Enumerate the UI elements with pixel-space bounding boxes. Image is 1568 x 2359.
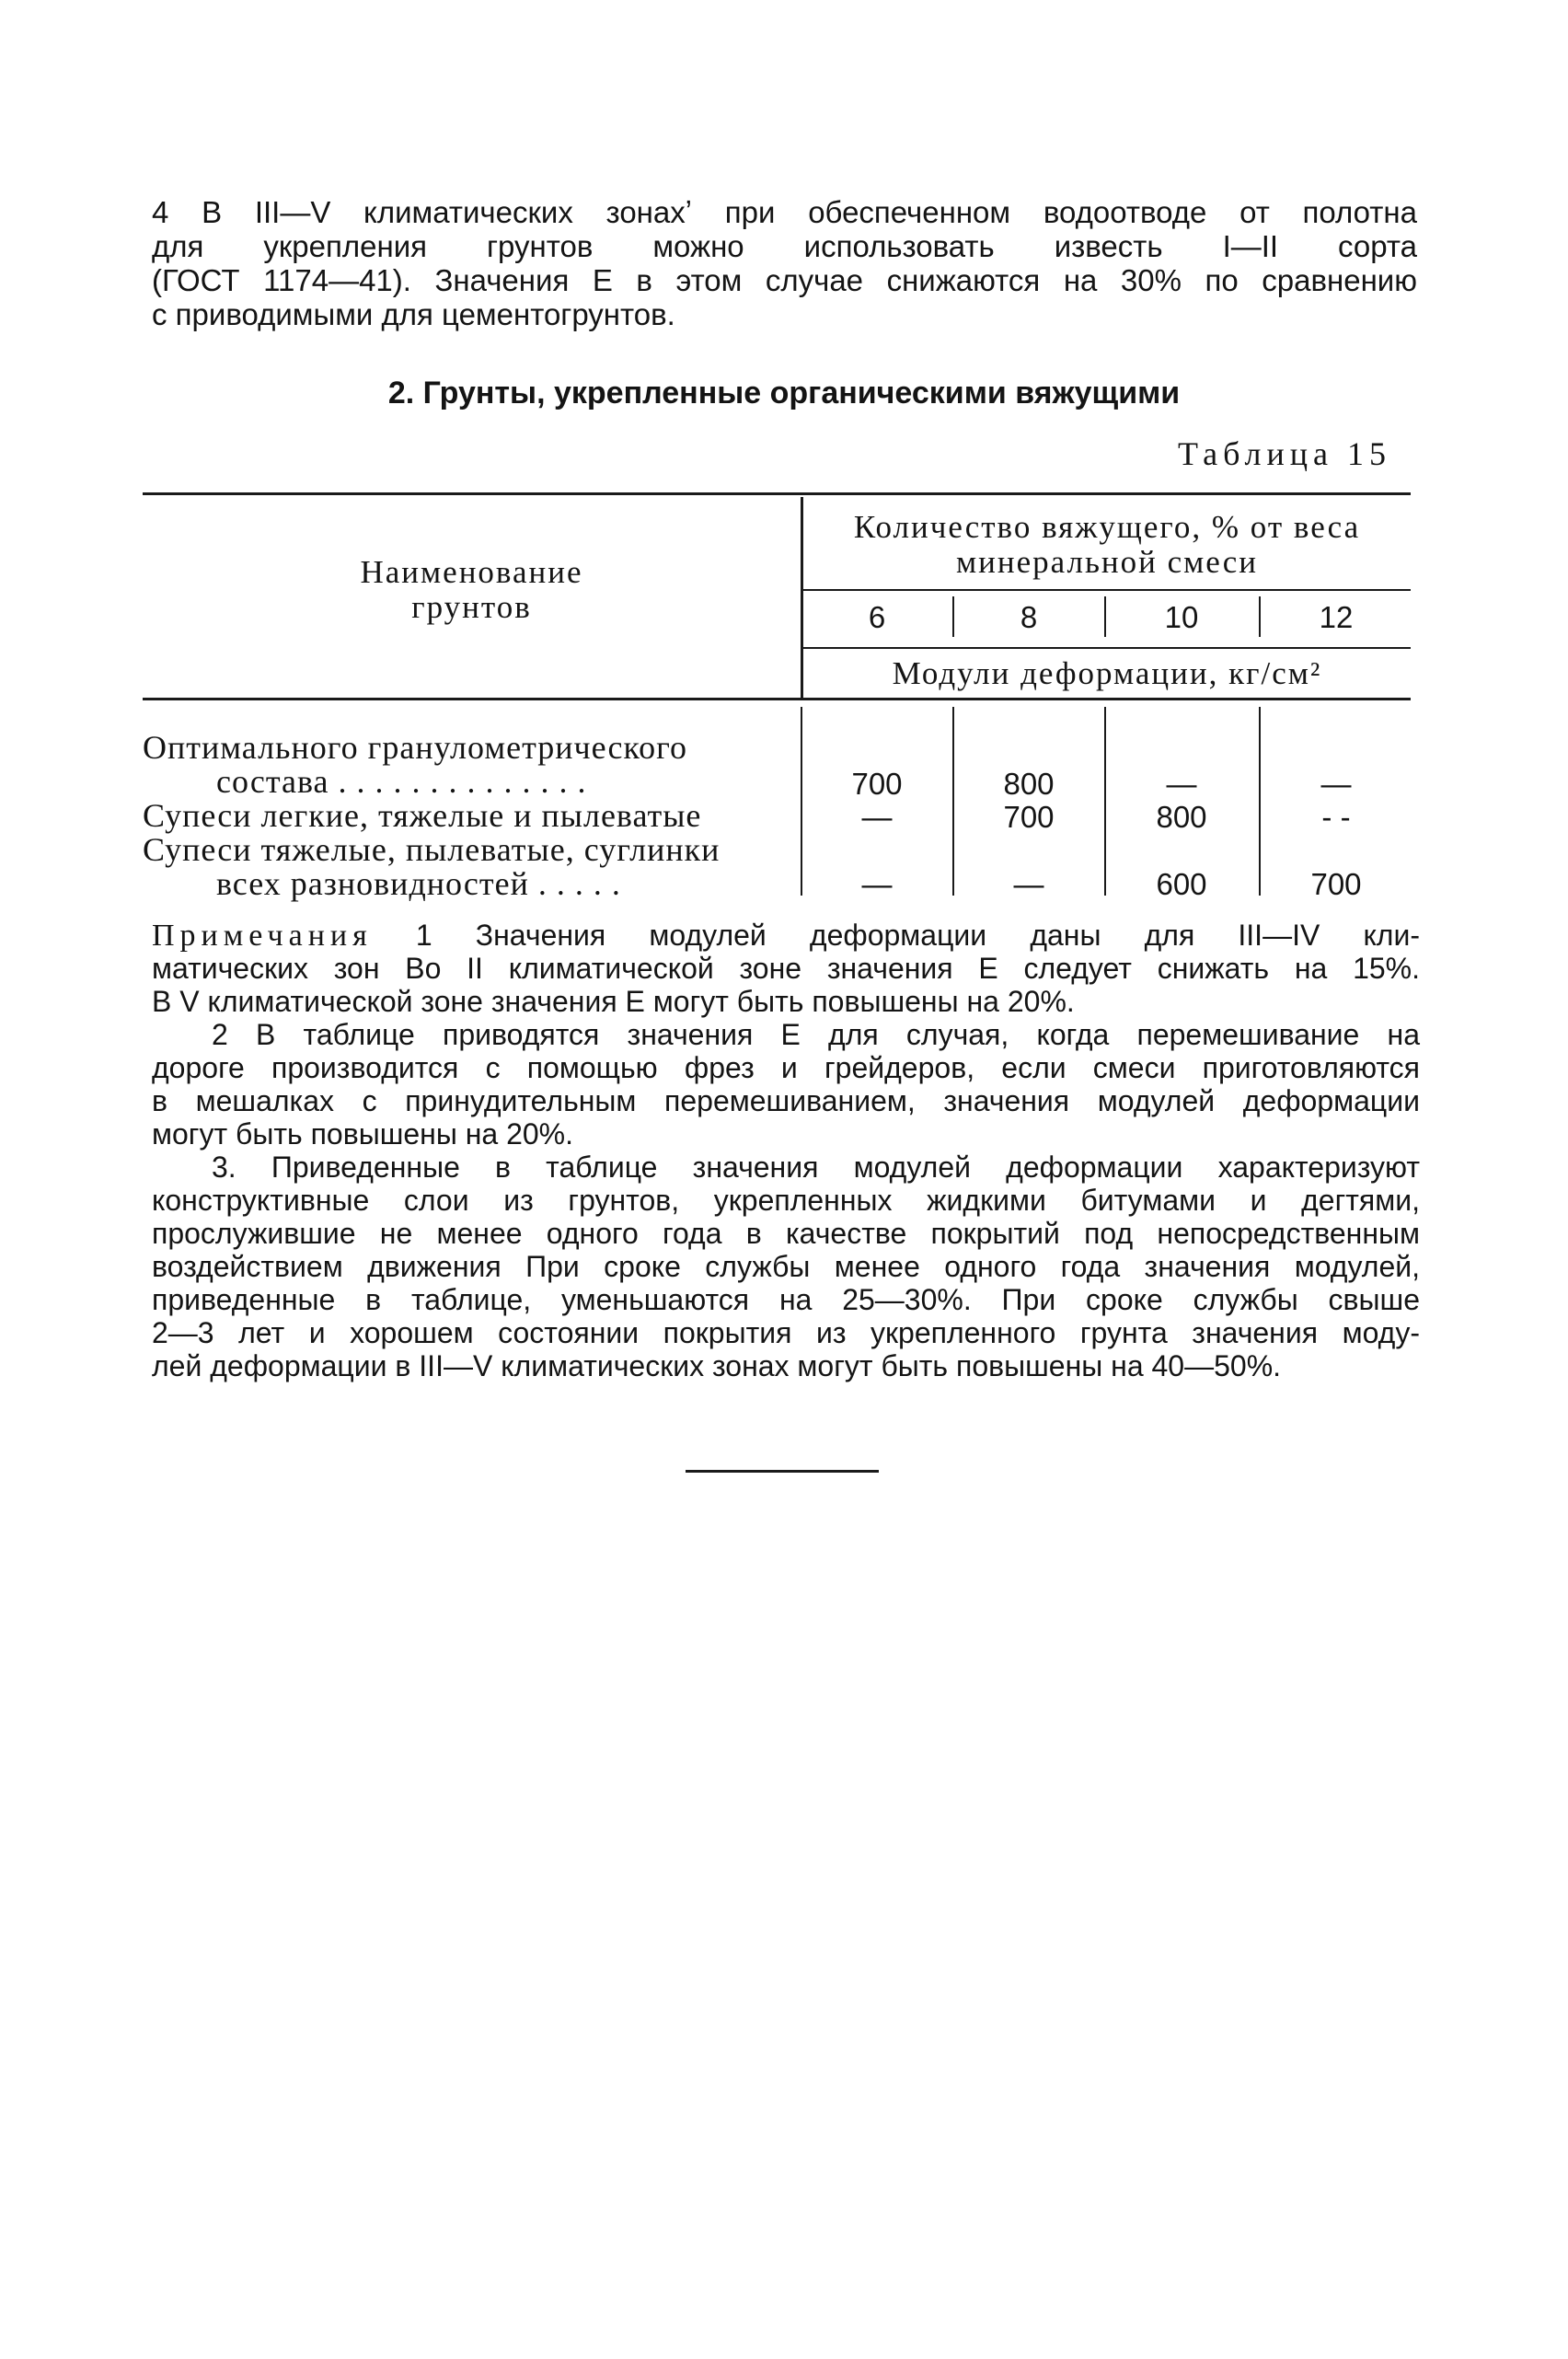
binder-value: 12 [1319,600,1354,634]
table-cell: 700 [1310,867,1362,901]
table-cell: 700 [1003,800,1055,834]
table-cell: - - [1321,800,1351,834]
name-column-header [143,555,801,625]
section-heading: 2. Грунты, укрепленные органическими вяжущими [387,376,1181,411]
binder-value: 6 [868,600,886,634]
row-name-line: состава . . . . . . . . . . . . . . [216,763,587,800]
note-2-line: 2 В таблице приводятся значения E для случая, когда перемешивание на [212,1018,1420,1051]
binder-header-line: Количество вяжущего, % от веса [853,509,1361,545]
table-cell: 700 [851,767,903,801]
note-3-line: 2—3 лет и хорошем состоянии покрытия из укрепленного грунта значения моду- [152,1316,1420,1349]
note-3-line: воздействием движения При сроке службы менее одного года значения модулей, [152,1250,1420,1283]
binder-header-line: минеральной смеси [956,544,1258,580]
column-divider [952,707,954,896]
row-name-line: Супеси тяжелые, пылеватые, суглинки [143,831,721,868]
table-label: Таблица 15 [1178,435,1391,472]
note-3-line: конструктивные слои из грунтов, укрепленных жидкими битумами и дегтями, [152,1184,1420,1217]
table-row-name [143,833,778,901]
note-3-line: 3. Приведенные в таблице значения модулей деформации характеризуют [212,1151,1420,1184]
table-cell: — [1013,867,1044,901]
note-3-line: приведенные в таблице, уменьшаются на 25—30%. При сроке службы свыше [152,1283,1420,1316]
table-cell: — [1166,767,1197,801]
modulus-header: Модули деформации, кг/см² [892,655,1322,691]
intro-note [152,195,1417,331]
binder-value: 10 [1164,600,1199,634]
table-cell: 600 [1156,867,1207,901]
table-notes [152,919,1420,1382]
row-name-line: Оптимального гранулометрического [143,729,688,766]
intro-note-line: (ГОСТ 1174—41). Значения E в этом случае снижаются на 30% по сравнению [152,263,1417,297]
notes-label: Примечания [152,919,373,953]
note-1-line: матических зон Во II климатической зоне значения E следует снижать на 15%. [152,952,1420,985]
table-row-name [143,799,778,833]
column-divider [801,707,802,896]
binder-header [803,510,1411,580]
column-divider [1104,707,1106,896]
table-cell: — [1320,767,1352,801]
note-1-text: 1 Значения модулей деформации даны для III—IV кли- [415,919,1421,952]
intro-note-line: с приводимыми для цементогрунтов. [152,297,675,331]
table-top-rule [143,492,1411,495]
intro-note-line: для укрепления грунтов можно использовать известь I—II сорта [152,229,1417,263]
values-rule [803,647,1411,649]
name-header-line: Наименование [360,554,583,590]
note-1-line: В V климатической зоне значения E могут быть повышены на 20%. [152,985,1075,1018]
binder-divider [1259,596,1261,637]
table-cell: 800 [1156,800,1207,834]
table-row-name [143,731,778,799]
header-bottom-rule [143,698,1411,700]
binder-rule [803,589,1411,591]
note-2-line: дороге производится с помощью фрез и грейдеров, если смеси приготовляются [152,1051,1420,1084]
note-2-line: в мешалках с принудительным перемешиванием, значения модулей деформации [152,1084,1420,1117]
row-name-line: всех разновидностей . . . . . [216,865,621,902]
name-header-line: грунтов [411,589,532,625]
note-2-line: могут быть повышены на 20%. [152,1117,574,1151]
binder-divider [1104,596,1106,637]
intro-note-line: 4 В III—V климатических зонахʼ при обеспеченном водоотводе от полотна [152,195,1417,229]
table-cell: — [861,800,893,834]
note-1-line [152,919,1420,952]
binder-divider [952,596,954,637]
binder-value: 8 [1020,600,1038,634]
end-separator [686,1470,879,1473]
column-divider [1259,707,1261,896]
table-cell: 800 [1003,767,1055,801]
table-cell: — [861,867,893,901]
row-name-line: Супеси легкие, тяжелые и пылеватые [143,797,702,834]
note-3-line: лей деформации в III—V климатических зонах могут быть повышены на 40—50%. [152,1349,1282,1382]
note-3-line: прослужившие не менее одного года в качестве покрытий под непосредственным [152,1217,1420,1250]
